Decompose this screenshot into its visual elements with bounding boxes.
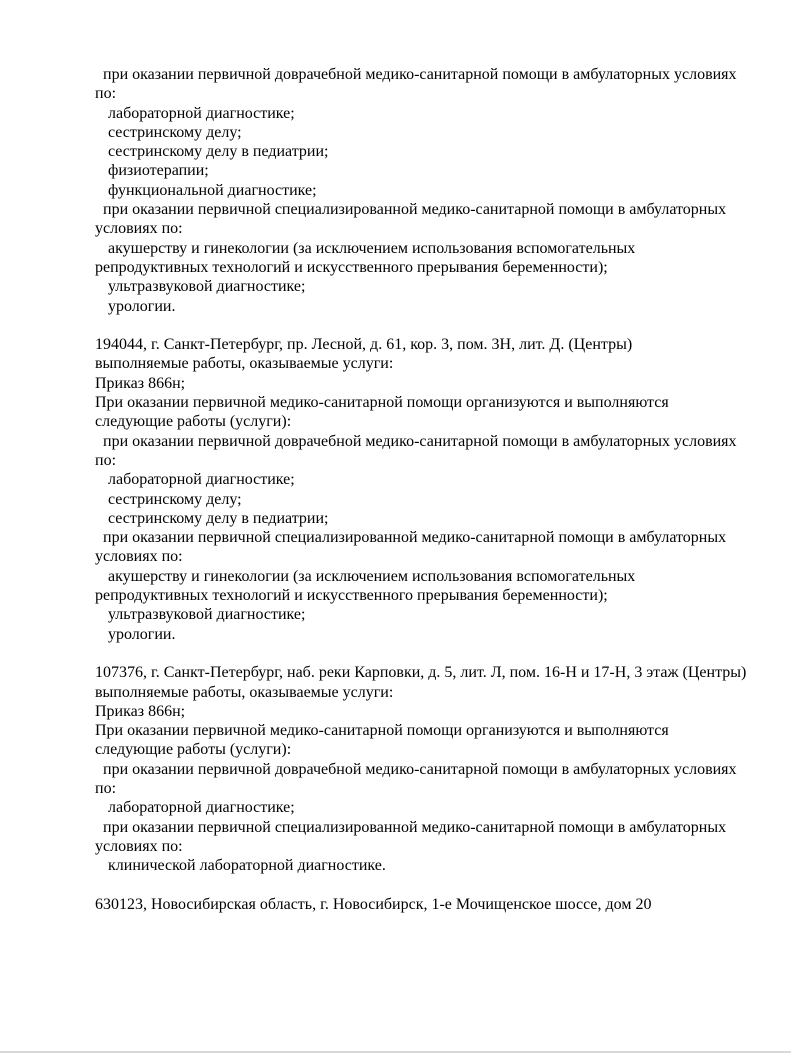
paragraph: при оказании первичной специализированной медико-санитарной помощи в амбулаторных условиях по:	[95, 201, 727, 238]
paragraph: лабораторной диагностике;	[108, 799, 295, 817]
paragraph: физиотерапии;	[108, 162, 209, 180]
paragraph: 630123, Новосибирская область, г. Новосибирск, 1-е Мочищенское шоссе, дом 20	[95, 895, 652, 913]
paragraph: при оказании первичной специализированной медико-санитарной помощи в амбулаторных условиях по:	[95, 529, 727, 566]
license-works-continuation	[95, 65, 748, 316]
paragraph: при оказании первичной доврачебной медико-санитарной помощи в амбулаторных условиях по:	[95, 66, 737, 103]
paragraph: урологии.	[108, 297, 176, 315]
paragraph: 107376, г. Санкт-Петербург, наб. реки Карповки, д. 5, лит. Л, пом. 16-Н и 17-Н, 3 этаж (Центры)	[95, 664, 747, 682]
address-630123	[95, 895, 748, 914]
paragraph: При оказании первичной медико-санитарной помощи организуются и выполняются следующие работы (услуги):	[95, 722, 669, 759]
paragraph: выполняемые работы, оказываемые услуги:	[95, 683, 394, 701]
paragraph: Приказ 866н;	[95, 374, 186, 392]
paragraph: При оказании первичной медико-санитарной помощи организуются и выполняются следующие работы (услуги):	[95, 394, 669, 431]
paragraph: при оказании первичной доврачебной медико-санитарной помощи в амбулаторных условиях по:	[95, 432, 737, 469]
page-bottom-divider	[0, 1051, 791, 1053]
paragraph: лабораторной диагностике;	[108, 471, 295, 489]
paragraph: при оказании первичной доврачебной медико-санитарной помощи в амбулаторных условиях по:	[95, 760, 737, 797]
address-107376	[95, 663, 748, 875]
paragraph: лабораторной диагностике;	[108, 104, 295, 122]
paragraph: сестринскому делу;	[108, 123, 242, 141]
paragraph: при оказании первичной специализированной медико-санитарной помощи в амбулаторных условиях по:	[95, 818, 727, 855]
paragraph: сестринскому делу;	[108, 490, 242, 508]
paragraph: Приказ 866н;	[95, 702, 186, 720]
paragraph: урологии.	[108, 625, 176, 643]
paragraph: функциональной диагностике;	[108, 181, 317, 199]
paragraph: сестринскому делу в педиатрии;	[108, 143, 329, 161]
paragraph: сестринскому делу в педиатрии;	[108, 509, 329, 527]
paragraph: акушерству и гинекологии (за исключением использования вспомогательных репродуктивных технологий и искусственного прерывания беременности);	[95, 239, 636, 276]
paragraph: ультразвуковой диагностике;	[108, 606, 306, 624]
paragraph: 194044, г. Санкт-Петербург, пр. Лесной, д. 61, кор. 3, пом. 3Н, лит. Д. (Центры)	[95, 336, 633, 354]
paragraph: ультразвуковой диагностике;	[108, 278, 306, 296]
paragraph: акушерству и гинекологии (за исключением использования вспомогательных репродуктивных технологий и искусственного прерывания беременности);	[95, 567, 636, 605]
address-194044	[95, 335, 748, 644]
document-text	[95, 65, 748, 914]
paragraph: клинической лабораторной диагностике.	[108, 857, 386, 875]
paragraph: выполняемые работы, оказываемые услуги:	[95, 355, 394, 373]
